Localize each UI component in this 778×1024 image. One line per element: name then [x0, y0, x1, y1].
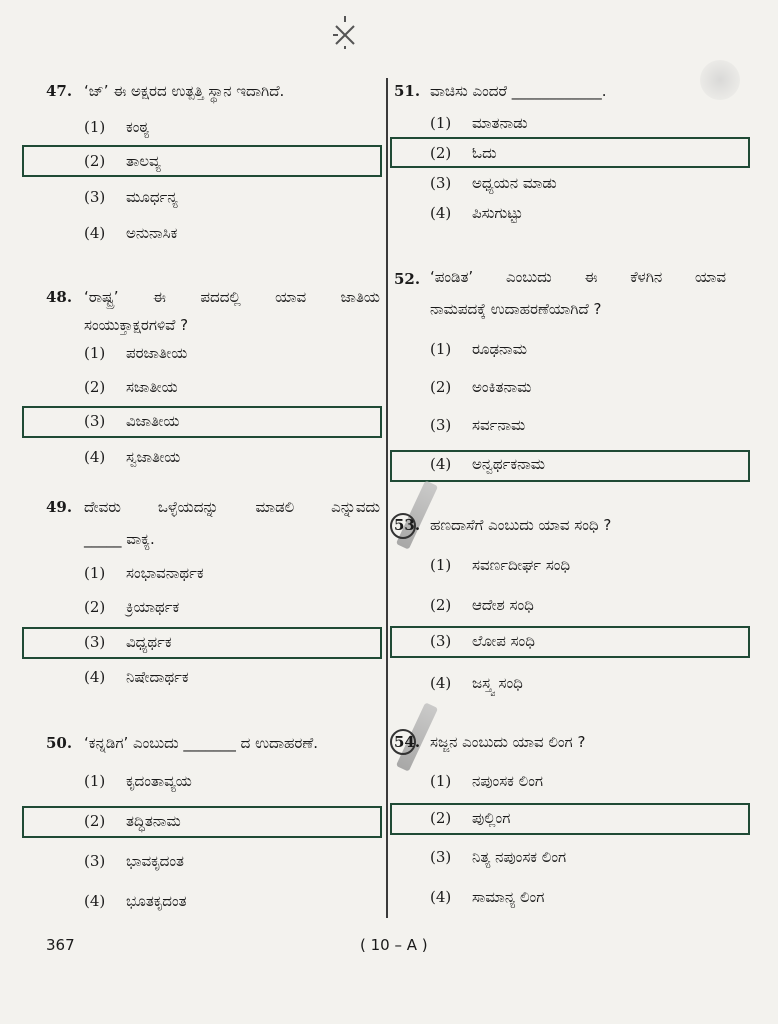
option[interactable]: (1) ಕೃದಂತಾವ್ಯಯ: [84, 772, 192, 790]
option[interactable]: (1) ಮಾತನಾಡು: [430, 114, 528, 132]
question-text-line2: ನಾಮಪದಕ್ಕೆ ಉದಾಹರಣೆಯಾಗಿದೆ ?: [430, 300, 602, 318]
option-selected[interactable]: (2) ಓದು: [430, 144, 497, 162]
option[interactable]: (4) ಜಸ್ತ್ವ ಸಂಧಿ: [430, 674, 523, 692]
asterisk-mark-icon: [330, 14, 360, 50]
question-text-line2: ಸಂಯುಕ್ತಾಕ್ಷರಗಳಿವೆ ?: [84, 316, 189, 334]
option[interactable]: (4) ಅನುನಾಸಿಕ: [84, 224, 178, 242]
option[interactable]: (2) ಆದೇಶ ಸಂಧಿ: [430, 596, 534, 614]
paper-code: 367: [46, 936, 75, 954]
option[interactable]: (1) ನಪುಂಸಕ ಲಿಂಗ: [430, 772, 543, 790]
question-text-line1: ‘ಪಂಡಿತ’ ಎಂಬುದು ಈ ಕೆಳಗಿನ ಯಾವ: [430, 268, 726, 286]
question-text: ಸಜ್ಜನ ಎಂಬುದು ಯಾವ ಲಿಂಗ ?: [430, 733, 586, 751]
option[interactable]: (1) ಪರಜಾತೀಯ: [84, 344, 188, 362]
question-number: 54.: [394, 733, 421, 751]
option[interactable]: (3) ಸರ್ವನಾಮ: [430, 416, 526, 434]
question-number: 48.: [46, 288, 73, 306]
page-number: ( 10 – A ): [360, 936, 428, 954]
question-number: 50.: [46, 734, 73, 752]
question-text: ‘ಕನ್ನಡಿಗ’ ಎಂಬುದು _______ ದ ಉದಾಹರಣೆ.: [84, 734, 319, 752]
option[interactable]: (4) ನಿಷೇದಾರ್ಥಕ: [84, 668, 189, 686]
option[interactable]: (2) ಸಜಾತೀಯ: [84, 378, 178, 396]
option[interactable]: (3) ಅಧ್ಯಯನ ಮಾಡು: [430, 174, 557, 192]
option[interactable]: (1) ಕಂಠ್ಯ: [84, 118, 150, 136]
option[interactable]: (3) ಭಾವಕೃದಂತ: [84, 852, 184, 870]
option[interactable]: (4) ಸಾಮಾನ್ಯ ಲಿಂಗ: [430, 888, 545, 906]
option-selected[interactable]: (2) ತಾಲವ್ಯ: [84, 152, 161, 170]
question-number: 51.: [394, 82, 421, 100]
option-selected[interactable]: (3) ವಿಧ್ಯರ್ಥಕ: [84, 633, 172, 651]
option-selected[interactable]: (2) ತದ್ಧಿತನಾಮ: [84, 812, 181, 830]
question-text-line1: ‘ರಾಷ್ಟ್ರ’ ಈ ಪದದಲ್ಲಿ ಯಾವ ಜಾತಿಯ: [84, 288, 380, 306]
option-selected[interactable]: (3) ವಿಜಾತೀಯ: [84, 412, 180, 430]
option-selected[interactable]: (3) ಲೋಪ ಸಂಧಿ: [430, 632, 535, 650]
option[interactable]: (2) ಕ್ರಿಯಾರ್ಥಕ: [84, 598, 180, 616]
option-selected[interactable]: (4) ಅನ್ವರ್ಥಕನಾಮ: [430, 455, 546, 473]
question-text-line1: ದೇವರು ಒಳ್ಳೆಯದನ್ನು ಮಾಡಲಿ ಎನ್ನುವದು: [84, 498, 380, 516]
question-text: ವಾಚಿಸು ಎಂದರೆ ____________.: [430, 82, 607, 100]
option[interactable]: (4) ಭೂತಕೃದಂತ: [84, 892, 187, 910]
question-text: ಹಣದಾಸೆಗೆ ಎಂಬುದು ಯಾವ ಸಂಧಿ ?: [430, 516, 612, 534]
question-number: 49.: [46, 498, 73, 516]
question-number: 53.: [394, 516, 421, 534]
question-text: ‘ಜ್’ ಈ ಅಕ್ಷರದ ಉತ್ಪತ್ತಿ ಸ್ಥಾನ ಇದಾಗಿದೆ.: [84, 82, 285, 100]
question-text-line2: _____ ವಾಕ್ಯ.: [84, 530, 155, 548]
option[interactable]: (1) ರೂಢನಾಮ: [430, 340, 527, 358]
question-number: 52.: [394, 270, 421, 288]
answer-highlight: [22, 145, 382, 177]
option[interactable]: (3) ನಿತ್ಯ ನಪುಂಸಕ ಲಿಂಗ: [430, 848, 567, 866]
scan-artifact: [700, 60, 740, 100]
option[interactable]: (4) ಪಿಸುಗುಟ್ಟು: [430, 204, 523, 222]
answer-highlight: [22, 406, 382, 438]
option[interactable]: (1) ಸಂಭಾವನಾರ್ಥಕ: [84, 564, 204, 582]
answer-highlight: [22, 627, 382, 659]
option-selected[interactable]: (2) ಪುಲ್ಲಿಂಗ: [430, 809, 511, 827]
option[interactable]: (1) ಸವರ್ಣದೀರ್ಘ ಸಂಧಿ: [430, 556, 571, 574]
answer-highlight: [22, 806, 382, 838]
option[interactable]: (2) ಅಂಕಿತನಾಮ: [430, 378, 532, 396]
option[interactable]: (3) ಮೂರ್ಧನ್ಯ: [84, 188, 178, 206]
option[interactable]: (4) ಸ್ವಜಾತೀಯ: [84, 448, 181, 466]
question-number: 47.: [46, 82, 73, 100]
column-divider: [386, 78, 388, 918]
